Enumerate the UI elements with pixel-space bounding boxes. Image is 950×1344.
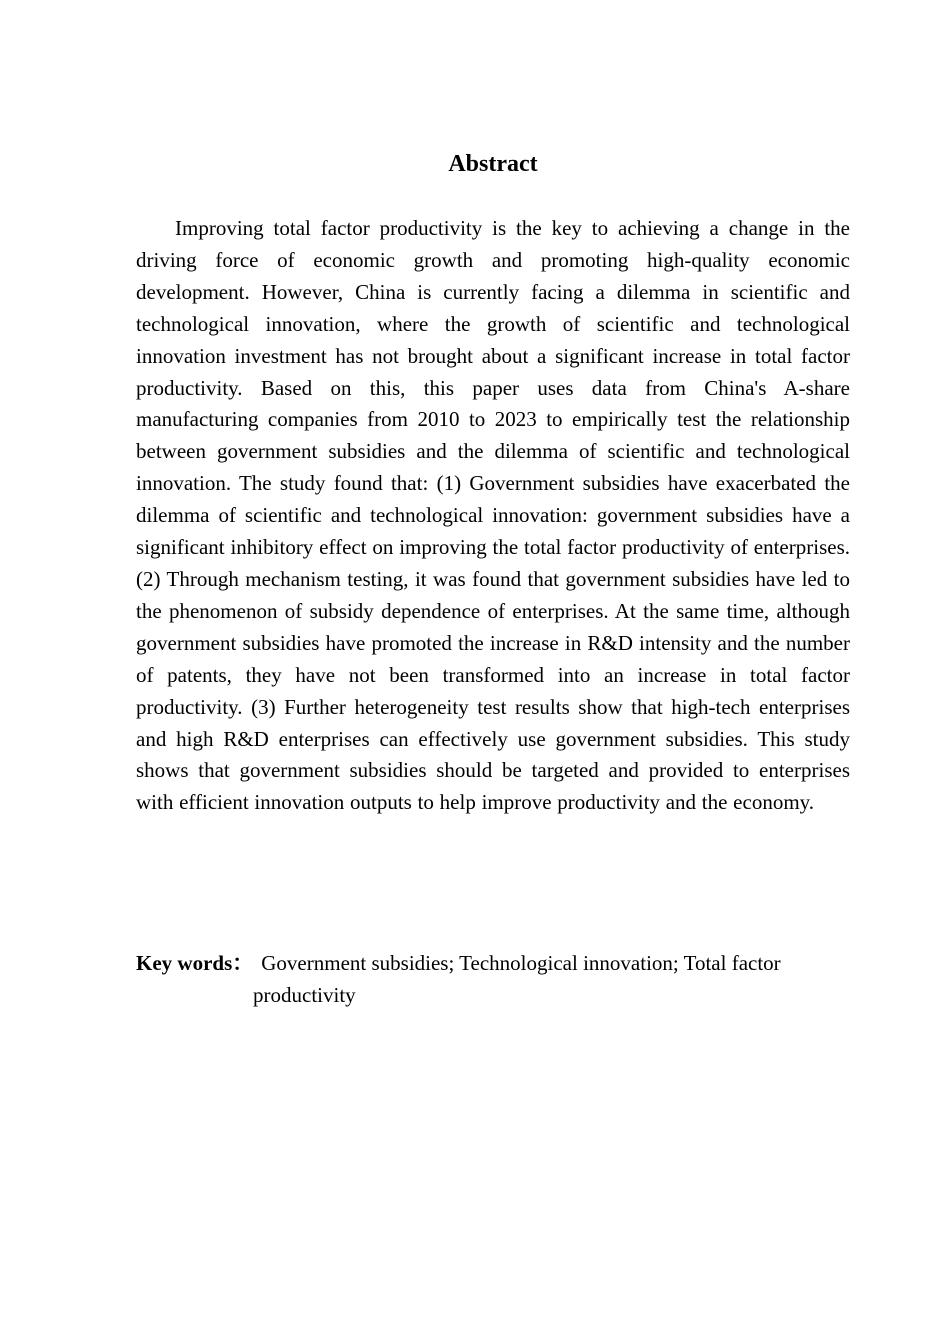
- keywords-separator: ：: [232, 951, 254, 975]
- abstract-body: Improving total factor productivity is the key to achieving a change in the driving force of economic growth and promoting high-quality economic development. However, China is currently facing a dilemma in scientific and technological innovation, where the growth of scientific and technological innovation investment has not brought about a significant increase in total factor productivity. Based on this, this paper uses data from China's A-share manufacturing companies from 2010 to 2023 to empirically test the relationship between government subsidies and the dilemma of scientific and technological innovation. The study found that: (1) Government subsidies have exacerbated the dilemma of scientific and technological innovation: government subsidies have a significant inhibitory effect on improving the total factor productivity of enterprises. (2) Through mechanism testing, it was found that government subsidies have led to the phenomenon of subsidy dependence of enterprises. At the same time, although government subsidies have promoted the increase in R&D intensity and the number of patents, they have not been transformed into an increase in total factor productivity. (3) Further heterogeneity test results show that high-tech enterprises and high R&D enterprises can effectively use government subsidies. This study shows that government subsidies should be targeted and provided to enterprises with efficient innovation outputs to help improve productivity and the economy.: [136, 216, 850, 815]
- keywords-line: [136, 947, 850, 1011]
- abstract-title: Abstract: [448, 151, 538, 177]
- keywords-text: Government subsidies; Technological innovation; Total factor productivity: [253, 951, 781, 1007]
- keywords-label: Key words: [136, 951, 233, 975]
